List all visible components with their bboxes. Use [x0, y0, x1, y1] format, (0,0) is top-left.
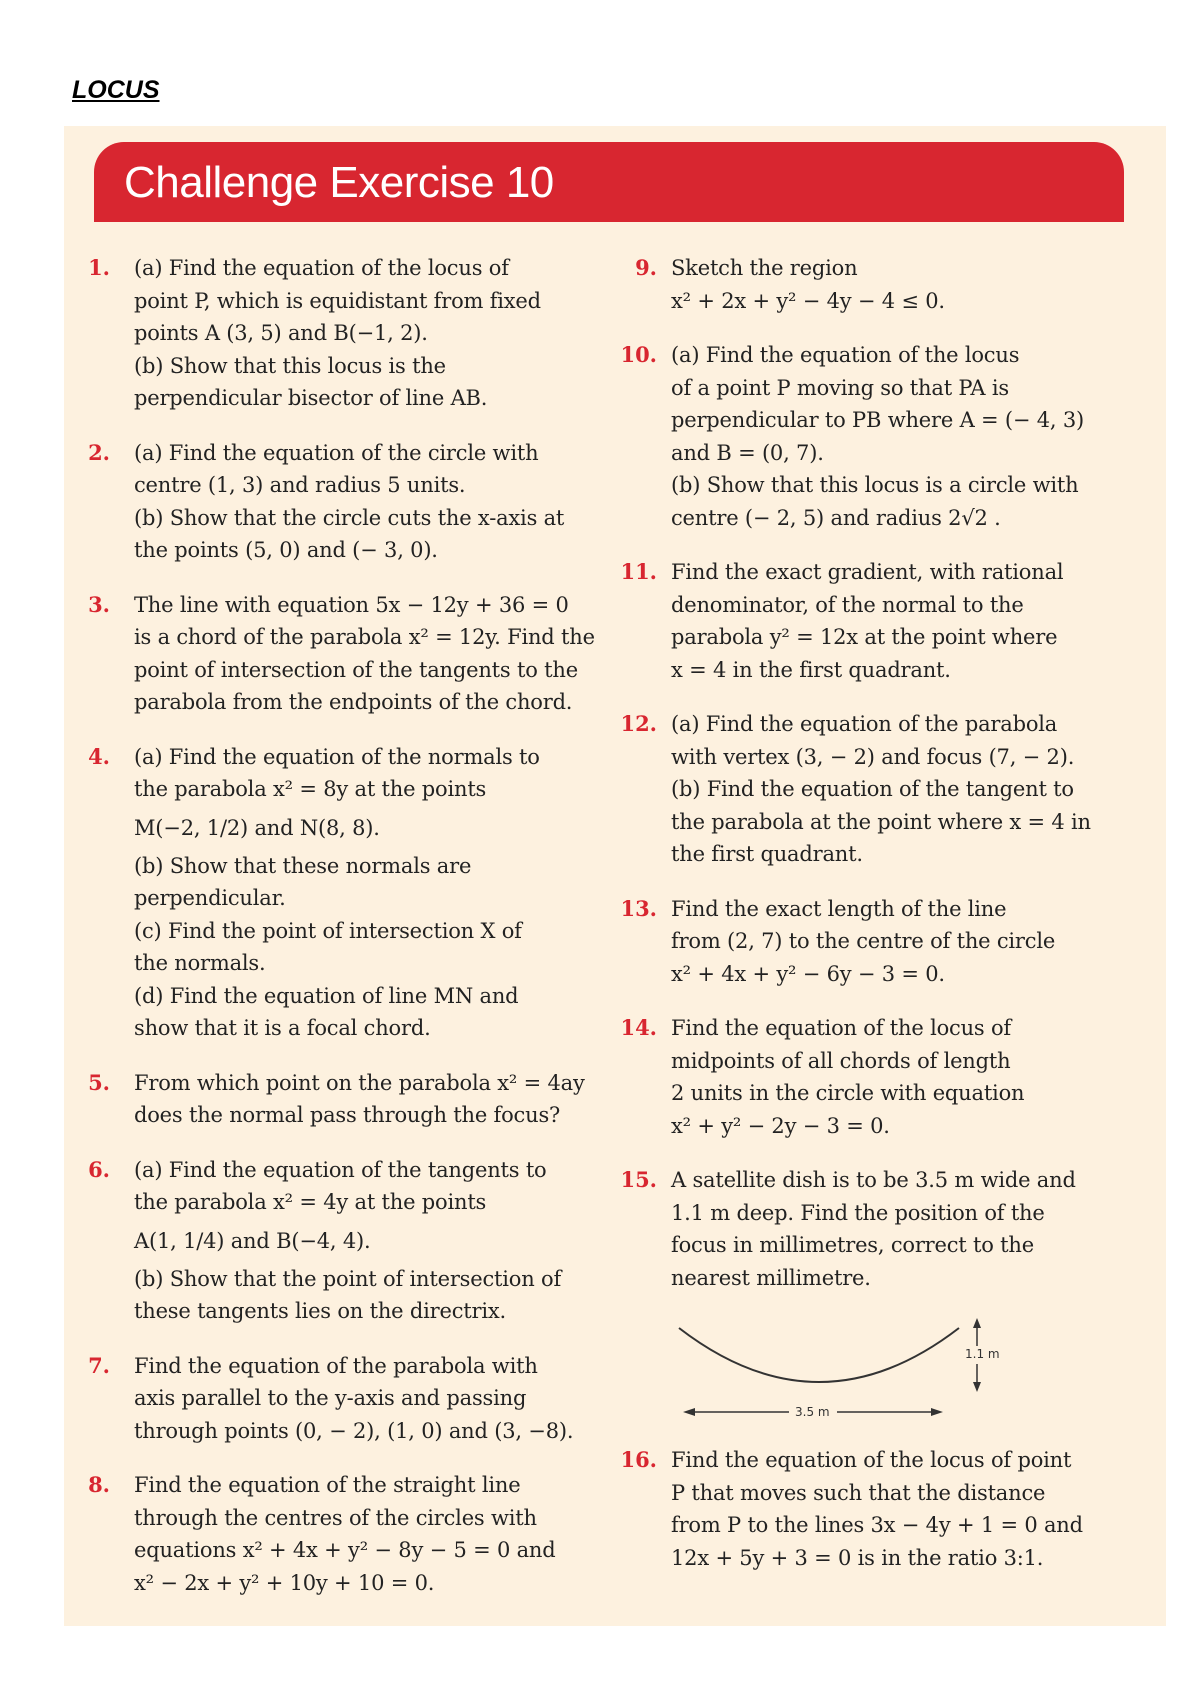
- question-text: [134, 1469, 604, 1599]
- question-line: P that moves such that the distance: [671, 1480, 1046, 1505]
- question-number: 8.: [88, 1472, 110, 1497]
- question-line: M(−2, 1/2) and N(8, 8).: [134, 815, 380, 840]
- question-line: Find the exact length of the line: [671, 896, 1007, 921]
- question-text: [134, 1154, 604, 1328]
- question-line: the parabola x² = 8y at the points: [134, 777, 487, 801]
- question-number: 5.: [88, 1069, 110, 1095]
- question-15: [619, 1164, 1164, 1294]
- question-number: 9.: [635, 255, 657, 280]
- question-line: (a) Find the equation of the locus of: [134, 256, 509, 280]
- question-number: 6.: [88, 1156, 110, 1182]
- question-text: [134, 741, 604, 1045]
- question-line: point P, which is equidistant from fixed: [134, 288, 541, 313]
- question-line: nearest millimetre.: [671, 1265, 871, 1290]
- question-line: 2 units in the circle with equation: [671, 1081, 1025, 1105]
- question-line: from P to the lines 3x − 4y + 1 = 0 and: [671, 1513, 1083, 1537]
- dish-curve: [679, 1328, 959, 1382]
- exercise-title: Challenge Exercise 10: [124, 158, 554, 207]
- question-14: [619, 1012, 1164, 1142]
- question-number: 15.: [620, 1167, 657, 1192]
- question-number: 1.: [88, 255, 110, 280]
- question-line: Find the equation of the locus of point: [671, 1448, 1072, 1472]
- question-line: (a) Find the equation of the parabola: [671, 712, 1058, 736]
- question-line: (b) Show that this locus is the: [134, 353, 446, 378]
- question-line: x = 4 in the first quadrant.: [671, 657, 951, 682]
- question-2: [84, 437, 604, 567]
- question-line: Find the exact gradient, with rational: [671, 560, 1064, 584]
- question-line: From which point on the parabola x² = 4ay: [134, 1070, 585, 1095]
- arrowhead-right-icon: [931, 1408, 943, 1416]
- question-number: 16.: [620, 1447, 657, 1472]
- question-line: through points (0, − 2), (1, 0) and (3, −8).: [134, 1418, 574, 1443]
- question-line: (c) Find the point of intersection X of: [134, 918, 522, 943]
- question-line: Find the equation of the locus of: [671, 1016, 1011, 1040]
- question-line: 12x + 5y + 3 = 0 is in the ratio 3:1.: [671, 1545, 1044, 1570]
- question-11: [619, 556, 1164, 686]
- question-number: 12.: [620, 711, 657, 736]
- question-text: [134, 1067, 604, 1132]
- question-16: [619, 1444, 1164, 1574]
- question-line: Find the equation of the parabola with: [134, 1353, 538, 1378]
- question-line: (b) Find the equation of the tangent to: [671, 777, 1074, 801]
- exercise-panel: [64, 126, 1166, 1626]
- question-line: the normals.: [134, 951, 266, 975]
- question-number: 2.: [88, 439, 110, 465]
- question-text: [671, 893, 1164, 991]
- question-text: [671, 1444, 1164, 1574]
- question-number: 14.: [620, 1015, 657, 1040]
- question-line: axis parallel to the y-axis and passing: [134, 1386, 527, 1410]
- question-line: x² − 2x + y² + 10y + 10 = 0.: [134, 1570, 435, 1595]
- exercise-banner: [94, 142, 1124, 222]
- question-line: focus in millimetres, correct to the: [671, 1233, 1034, 1257]
- question-9: [619, 252, 1164, 317]
- arrowhead-left-icon: [683, 1408, 695, 1416]
- width-label: 3.5 m: [795, 1405, 830, 1419]
- question-line: centre (− 2, 5) and radius 2√2 .: [671, 505, 1001, 530]
- question-line: point of intersection of the tangents to the: [134, 657, 578, 682]
- question-text: [671, 1012, 1164, 1142]
- question-line: (b) Show that the circle cuts the x-axis at: [134, 505, 565, 530]
- question-line: show that it is a focal chord.: [134, 1016, 431, 1040]
- question-line: the parabola x² = 4y at the points: [134, 1190, 487, 1214]
- question-line: equations x² + 4x + y² − 8y − 5 = 0 and: [134, 1538, 556, 1562]
- question-line: A(1, 1/4) and B(−4, 4).: [134, 1228, 371, 1253]
- question-4: [84, 741, 604, 1045]
- question-number: 13.: [620, 895, 657, 921]
- question-line: the parabola at the point where x = 4 in: [671, 809, 1091, 834]
- question-line: is a chord of the parabola x² = 12y. Find the: [134, 625, 595, 649]
- question-line: x² + 4x + y² − 6y − 3 = 0.: [671, 961, 945, 986]
- question-text: [671, 252, 1164, 317]
- question-line: Sketch the region: [671, 256, 858, 280]
- question-line: the points (5, 0) and (− 3, 0).: [134, 538, 438, 562]
- question-8: [84, 1469, 604, 1599]
- question-text: [671, 1164, 1164, 1294]
- depth-label: 1.1 m: [965, 1347, 1000, 1361]
- question-line: x² + 2x + y² − 4y − 4 ≤ 0.: [671, 288, 945, 313]
- question-3: [84, 589, 604, 719]
- question-text: [671, 339, 1164, 534]
- question-line: and B = (0, 7).: [671, 440, 824, 465]
- question-7: [84, 1350, 604, 1448]
- question-line: The line with equation 5x − 12y + 36 = 0: [134, 592, 569, 617]
- question-10: [619, 339, 1164, 534]
- question-text: [671, 556, 1164, 686]
- question-line: (a) Find the equation of the locus: [671, 343, 1020, 367]
- question-line: with vertex (3, − 2) and focus (7, − 2).: [671, 744, 1075, 769]
- question-line: through the centres of the circles with: [134, 1505, 537, 1530]
- question-line: from (2, 7) to the centre of the circle: [671, 929, 1056, 953]
- page-heading: LOCUS: [72, 76, 160, 104]
- question-line: (a) Find the equation of the circle with: [134, 440, 539, 465]
- question-1: [84, 252, 604, 415]
- arrowhead-up-icon: [973, 1318, 981, 1328]
- question-line: x² + y² − 2y − 3 = 0.: [671, 1113, 890, 1138]
- left-column: [84, 252, 604, 1621]
- question-line: A satellite dish is to be 3.5 m wide and: [671, 1168, 1076, 1192]
- question-number: 10.: [620, 342, 657, 367]
- question-line: (d) Find the equation of line MN and: [134, 983, 519, 1008]
- question-number: 3.: [88, 591, 110, 617]
- question-line: denominator, of the normal to the: [671, 592, 1024, 617]
- question-line: 1.1 m deep. Find the position of the: [671, 1200, 1045, 1225]
- question-line: parabola y² = 12x at the point where: [671, 625, 1058, 649]
- question-line: of a point P moving so that PA is: [671, 375, 1009, 400]
- question-line: the first quadrant.: [671, 842, 863, 866]
- question-number: 11.: [620, 559, 657, 584]
- dish-sketch: [639, 1316, 1079, 1426]
- question-12: [619, 708, 1164, 871]
- question-line: perpendicular bisector of line AB.: [134, 386, 488, 410]
- question-5: [84, 1067, 604, 1132]
- question-line: perpendicular to PB where A = (− 4, 3): [671, 408, 1085, 432]
- question-line: Find the equation of the straight line: [134, 1473, 521, 1497]
- question-line: (a) Find the equation of the tangents to: [134, 1157, 547, 1182]
- question-text: [134, 437, 604, 567]
- question-line: (b) Show that these normals are: [134, 853, 472, 878]
- question-line: perpendicular.: [134, 886, 286, 910]
- question-line: (a) Find the equation of the normals to: [134, 744, 540, 769]
- question-line: points A (3, 5) and B(−1, 2).: [134, 321, 428, 345]
- question-6: [84, 1154, 604, 1328]
- question-line: these tangents lies on the directrix.: [134, 1299, 506, 1323]
- question-line: centre (1, 3) and radius 5 units.: [134, 473, 466, 497]
- question-text: [671, 708, 1164, 871]
- question-13: [619, 893, 1164, 991]
- question-line: parabola from the endpoints of the chord.: [134, 690, 573, 714]
- question-line: (b) Show that this locus is a circle with: [671, 473, 1079, 497]
- question-text: [134, 1350, 604, 1448]
- question-line: (b) Show that the point of intersection of: [134, 1266, 562, 1291]
- question-text: [134, 252, 604, 415]
- question-line: midpoints of all chords of length: [671, 1048, 1011, 1073]
- satellite-dish-diagram: [619, 1316, 1164, 1426]
- question-number: 4.: [88, 743, 110, 769]
- arrowhead-down-icon: [973, 1382, 981, 1392]
- right-column: [619, 252, 1164, 1596]
- question-number: 7.: [88, 1352, 110, 1378]
- question-text: [134, 589, 604, 719]
- question-line: does the normal pass through the focus?: [134, 1103, 561, 1127]
